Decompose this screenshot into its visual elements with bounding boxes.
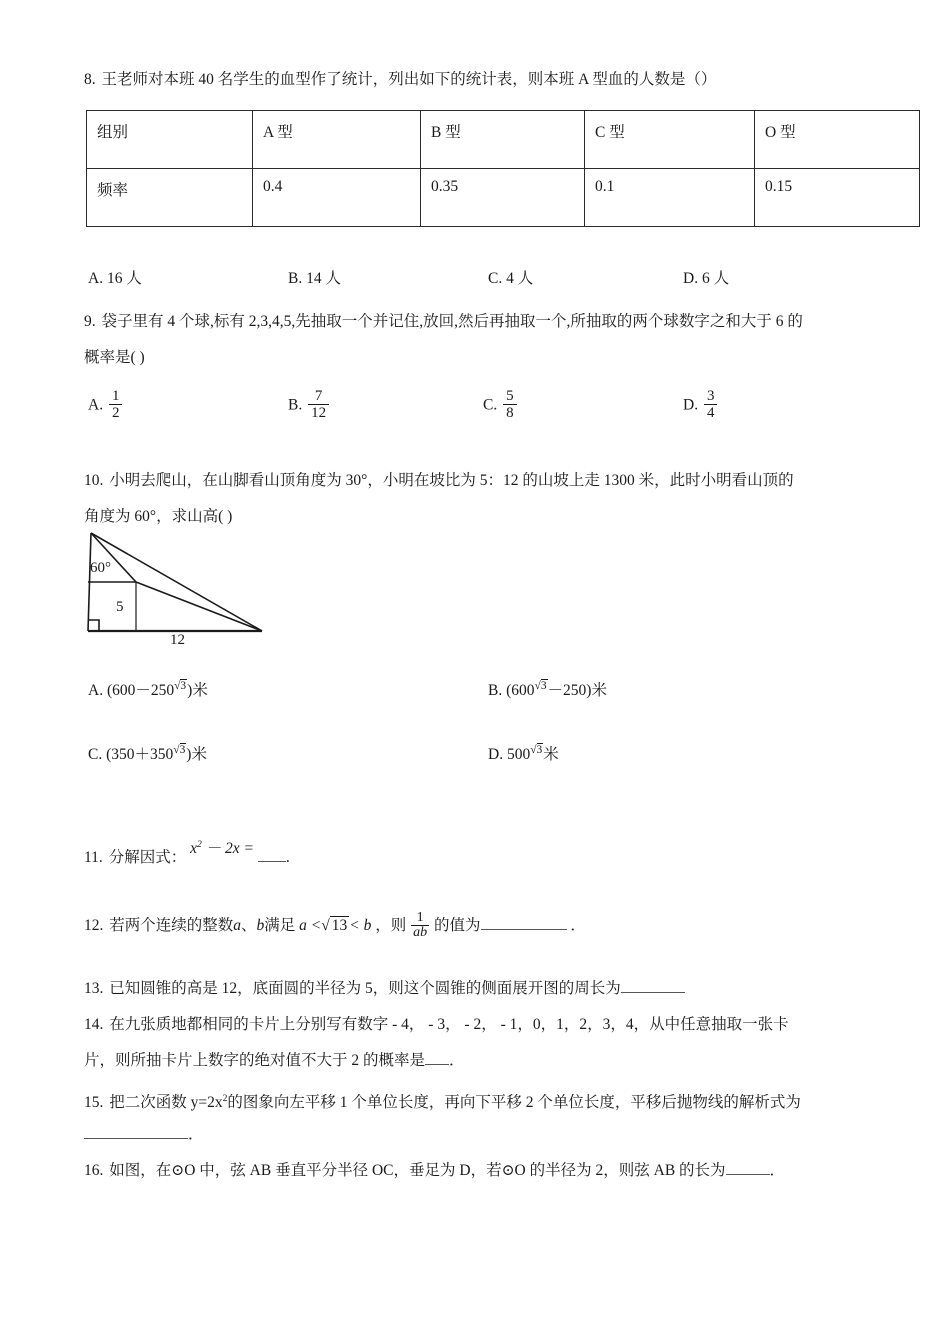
question-12-answer-blank[interactable] bbox=[481, 915, 567, 930]
table-row-header bbox=[87, 111, 920, 169]
question-14-answer-blank[interactable] bbox=[425, 1050, 449, 1065]
table-cell-0-0: 频率 bbox=[87, 169, 253, 227]
question-9-choice-b[interactable] bbox=[288, 388, 331, 421]
question-10-choice-a[interactable] bbox=[88, 678, 208, 700]
choice-a-sqrt-icon: √3 bbox=[174, 679, 187, 692]
choice-c-sqrt-icon: √3 bbox=[173, 743, 186, 756]
question-8-choice-a[interactable] bbox=[88, 266, 142, 288]
question-14-line1 bbox=[84, 1007, 789, 1043]
question-8-stem bbox=[84, 62, 716, 98]
expr-variable: x bbox=[190, 840, 197, 858]
fraction-denominator: 2 bbox=[109, 404, 123, 421]
question-16-number: 16. bbox=[84, 1162, 104, 1179]
question-12-number: 12. bbox=[84, 917, 104, 934]
question-9-stem-line2 bbox=[84, 340, 145, 376]
question-8-choice-c[interactable] bbox=[488, 266, 533, 288]
choice-a-post: )米 bbox=[187, 682, 208, 699]
choice-c-text: 4 人 bbox=[506, 270, 534, 287]
choice-d-sqrt-icon: √3 bbox=[530, 743, 543, 756]
choice-b-post: －250)米 bbox=[547, 682, 607, 699]
question-15-line1 bbox=[84, 1081, 801, 1121]
choice-b-key: B. bbox=[488, 682, 503, 699]
question-16-answer-blank[interactable] bbox=[726, 1160, 770, 1175]
sqrt-radicand: 3 bbox=[179, 743, 186, 756]
question-11-tail: . bbox=[285, 849, 290, 867]
question-12-fraction bbox=[411, 911, 429, 941]
question-12-pre: 若两个连续的整数 bbox=[109, 917, 234, 934]
question-13-text: 已知圆锥的高是 12，底面圆的半径为 5，则这个圆锥的侧面展开图的周长为 bbox=[109, 980, 621, 997]
choice-c-fraction bbox=[503, 388, 517, 421]
question-9-text-line2: 概率是( ) bbox=[84, 349, 145, 366]
question-11-label: 分解因式： bbox=[108, 849, 187, 867]
question-10-text-line1: 小明去爬山，在山脚看山顶角度为 30°，小明在坡比为 5：12 的山坡上走 1300 米，此时小明看山顶的 bbox=[109, 472, 794, 489]
choice-c-pre: (350＋350 bbox=[106, 746, 174, 763]
ineq-left: a < bbox=[299, 917, 322, 934]
question-12-mid1: 、 bbox=[241, 917, 257, 934]
question-16-tail: ． bbox=[769, 1162, 786, 1179]
expr-rest: － 2x = bbox=[205, 840, 254, 858]
question-15-pre: 把二次函数 y=2x bbox=[109, 1094, 223, 1112]
choice-d-key: D. bbox=[488, 746, 504, 763]
choice-b-fraction bbox=[308, 388, 329, 421]
choice-d-pre: 500 bbox=[506, 746, 531, 763]
question-9-text-line1: 袋子里有 4 个球,标有 2,3,4,5,先抽取一个并记住,放回,然后再抽取一个,所抽取的两个球数字之和大于 6 的 bbox=[101, 313, 803, 330]
question-11-answer-blank[interactable] bbox=[258, 847, 286, 862]
choice-a-fraction bbox=[109, 388, 123, 421]
mountain-slope-diagram bbox=[82, 524, 282, 652]
question-8-number: 8. bbox=[84, 71, 96, 88]
blood-type-statistics-table bbox=[86, 110, 920, 227]
question-14-text-line2: 片，则所抽卡片上数字的绝对值不大于 2 的概率是 bbox=[84, 1052, 426, 1069]
choice-a-key: A. bbox=[88, 682, 104, 699]
table-cell-0-4: 0.15 bbox=[755, 169, 920, 227]
fraction-numerator: 3 bbox=[706, 388, 715, 404]
question-12-tail: ． bbox=[570, 917, 586, 934]
question-11 bbox=[84, 836, 584, 876]
choice-d-text: 6 人 bbox=[701, 270, 730, 287]
question-15-post: 的图象向左平移 1 个单位长度，再向下平移 2 个单位长度，平移后抛物线的解析式为 bbox=[227, 1094, 801, 1112]
question-16 bbox=[84, 1153, 785, 1189]
question-11-number: 11. bbox=[84, 849, 103, 867]
question-12-inequality: a <√ 13 < b bbox=[299, 917, 372, 934]
question-12-mid2: 满足 bbox=[264, 917, 296, 934]
question-15-tail: ． bbox=[188, 1126, 204, 1143]
question-12-var-b: b bbox=[256, 917, 265, 934]
choice-a-key: A. bbox=[88, 270, 104, 287]
diagram-vertical-label: 5 bbox=[116, 599, 124, 615]
question-10-choice-d[interactable] bbox=[488, 742, 559, 764]
question-12-mid3: ，则 bbox=[375, 917, 407, 934]
sqrt-radicand: 3 bbox=[540, 679, 547, 692]
table-cell-0-2: 0.35 bbox=[421, 169, 585, 227]
table-cell-header-2: B 型 bbox=[421, 111, 585, 169]
choice-c-key: C. bbox=[88, 746, 103, 763]
fraction-numerator: 1 bbox=[416, 909, 424, 925]
fraction-denominator: 4 bbox=[704, 404, 718, 421]
table-row bbox=[87, 169, 920, 227]
choice-b-sqrt-icon: √3 bbox=[534, 679, 547, 692]
table-cell-0-1: 0.4 bbox=[253, 169, 421, 227]
choice-d-key: D. bbox=[683, 396, 699, 414]
table-cell-header-3: C 型 bbox=[585, 111, 755, 169]
choice-c-post: )米 bbox=[186, 746, 207, 763]
choice-d-post: 米 bbox=[543, 746, 559, 763]
choice-d-key: D. bbox=[683, 270, 699, 287]
choice-b-pre: (600 bbox=[506, 682, 535, 699]
question-9-choice-c[interactable] bbox=[483, 388, 519, 421]
fraction-denominator: 12 bbox=[308, 404, 329, 421]
question-10-text-line2: 角度为 60°，求山高( ) bbox=[84, 508, 233, 525]
choice-b-text: 14 人 bbox=[306, 270, 341, 287]
question-11-expression bbox=[190, 840, 258, 857]
question-8-choice-d[interactable] bbox=[683, 266, 729, 288]
question-13-answer-blank[interactable] bbox=[621, 978, 685, 993]
fraction-numerator: 1 bbox=[111, 388, 120, 404]
question-10-number: 10. bbox=[84, 472, 104, 489]
question-15-exponent: 2 bbox=[222, 1093, 228, 1104]
question-9-choice-d[interactable] bbox=[683, 388, 719, 421]
choice-a-text: 16 人 bbox=[106, 270, 142, 287]
choice-b-key: B. bbox=[288, 396, 303, 414]
question-15-line2 bbox=[84, 1117, 204, 1153]
question-12-var-a: a bbox=[233, 917, 242, 934]
sqrt-radicand: 3 bbox=[536, 743, 543, 756]
question-13-number: 13. bbox=[84, 980, 104, 997]
sqrt-radicand: 13 bbox=[331, 917, 348, 934]
question-10-choice-c[interactable] bbox=[88, 742, 207, 764]
question-8-choice-b[interactable] bbox=[288, 266, 341, 288]
question-14-number: 14. bbox=[84, 1016, 104, 1033]
question-14-tail: ． bbox=[449, 1052, 465, 1069]
choice-d-fraction bbox=[704, 388, 718, 421]
diagram-base-label: 12 bbox=[170, 632, 185, 648]
fraction-denominator: 8 bbox=[503, 404, 517, 421]
expr-exponent: 2 bbox=[196, 839, 202, 850]
table-cell-0-3: 0.1 bbox=[585, 169, 755, 227]
choice-a-key: A. bbox=[88, 396, 104, 414]
choice-c-key: C. bbox=[483, 396, 498, 414]
sqrt-radicand: 3 bbox=[180, 679, 187, 692]
question-10-choice-b[interactable] bbox=[488, 678, 607, 700]
question-12 bbox=[84, 908, 586, 944]
question-15-answer-blank[interactable] bbox=[84, 1124, 188, 1139]
table-cell-header-4: O 型 bbox=[755, 111, 920, 169]
question-12-post: 的值为 bbox=[434, 917, 481, 934]
question-9-choice-a[interactable] bbox=[88, 388, 124, 421]
table-cell-header-1: A 型 bbox=[253, 111, 421, 169]
question-9-number: 9. bbox=[84, 313, 96, 330]
fraction-denominator: ab bbox=[413, 925, 428, 941]
question-13 bbox=[84, 971, 685, 1007]
ineq-right: < b bbox=[349, 917, 372, 934]
question-10-stem-line1 bbox=[84, 463, 794, 499]
question-16-text: 如图，在⊙O 中，弦 AB 垂直平分半径 OC，垂足为 D，若⊙O 的半径为 2，则弦 AB 的长为 bbox=[109, 1162, 726, 1179]
table-cell-header-0: 组别 bbox=[87, 111, 253, 169]
choice-a-pre: (600－250 bbox=[106, 682, 175, 699]
question-15-number: 15. bbox=[84, 1094, 104, 1112]
question-9-stem-line1 bbox=[84, 304, 803, 340]
question-14-text-line1: 在九张质地都相同的卡片上分别写有数字 - 4， - 3， - 2， - 1，0，1，2，3，4，从中任意抽取一张卡 bbox=[109, 1016, 789, 1033]
choice-b-key: B. bbox=[288, 270, 303, 287]
diagram-angle-label: 60° bbox=[90, 560, 111, 576]
fraction-numerator: 7 bbox=[314, 388, 323, 404]
fraction-numerator: 5 bbox=[506, 388, 514, 404]
choice-c-key: C. bbox=[488, 270, 503, 287]
question-8-text: 王老师对本班 40 名学生的血型作了统计，列出如下的统计表，则本班 A 型血的人数是（） bbox=[101, 71, 717, 88]
question-14-line2 bbox=[84, 1043, 465, 1079]
